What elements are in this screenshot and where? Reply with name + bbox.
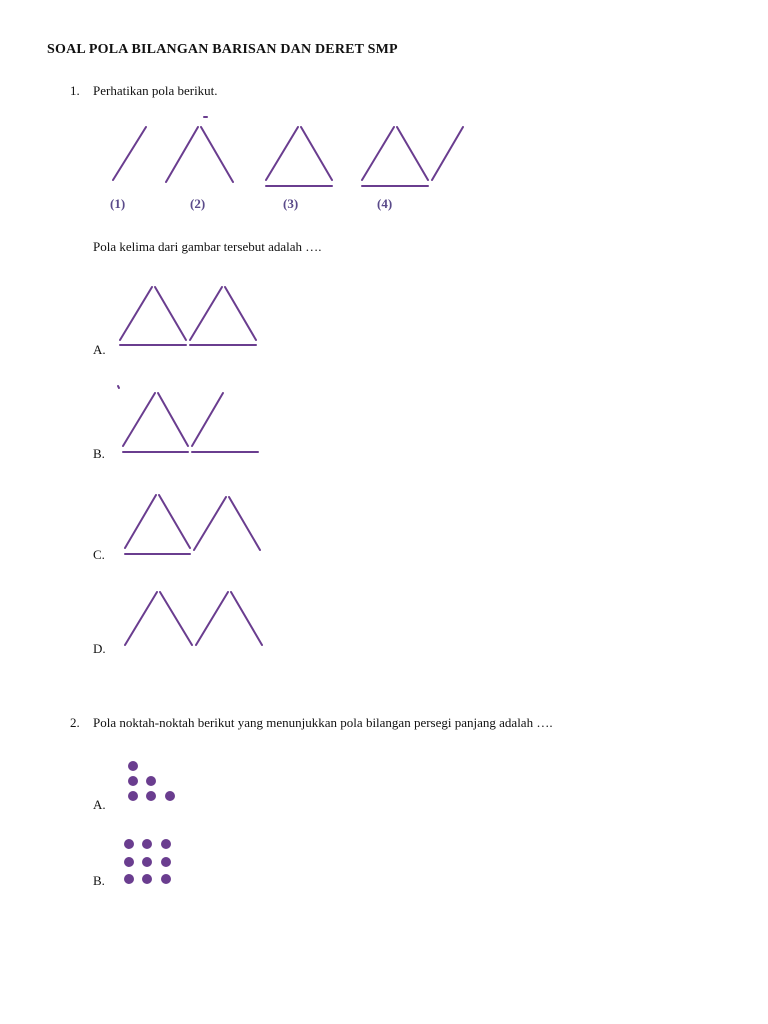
figure-label-1: (1) — [110, 196, 126, 211]
q2-option-b-label[interactable]: B. — [93, 873, 105, 888]
figure-label-3: (3) — [283, 196, 299, 211]
question-1-prompt: Perhatikan pola berikut. — [93, 83, 218, 98]
q1-option-c-label[interactable]: C. — [93, 547, 105, 562]
question-2-number: 2. — [70, 715, 80, 730]
q1-option-b-label[interactable]: B. — [93, 446, 105, 461]
question-2-text: Pola noktah-noktah berikut yang menunjukkan pola bilangan persegi panjang adalah …. — [93, 715, 553, 730]
page-title: SOAL POLA BILANGAN BARISAN DAN DERET SMP — [47, 42, 398, 57]
q1-option-a-label[interactable]: A. — [93, 342, 106, 357]
q2-option-a-label[interactable]: A. — [93, 797, 106, 812]
question-1-text: Pola kelima dari gambar tersebut adalah …. — [93, 239, 322, 254]
question-1-number: 1. — [70, 83, 80, 98]
q1-option-d-label[interactable]: D. — [93, 641, 106, 656]
figure-label-2: (2) — [190, 196, 206, 211]
figure-label-4: (4) — [377, 196, 393, 211]
